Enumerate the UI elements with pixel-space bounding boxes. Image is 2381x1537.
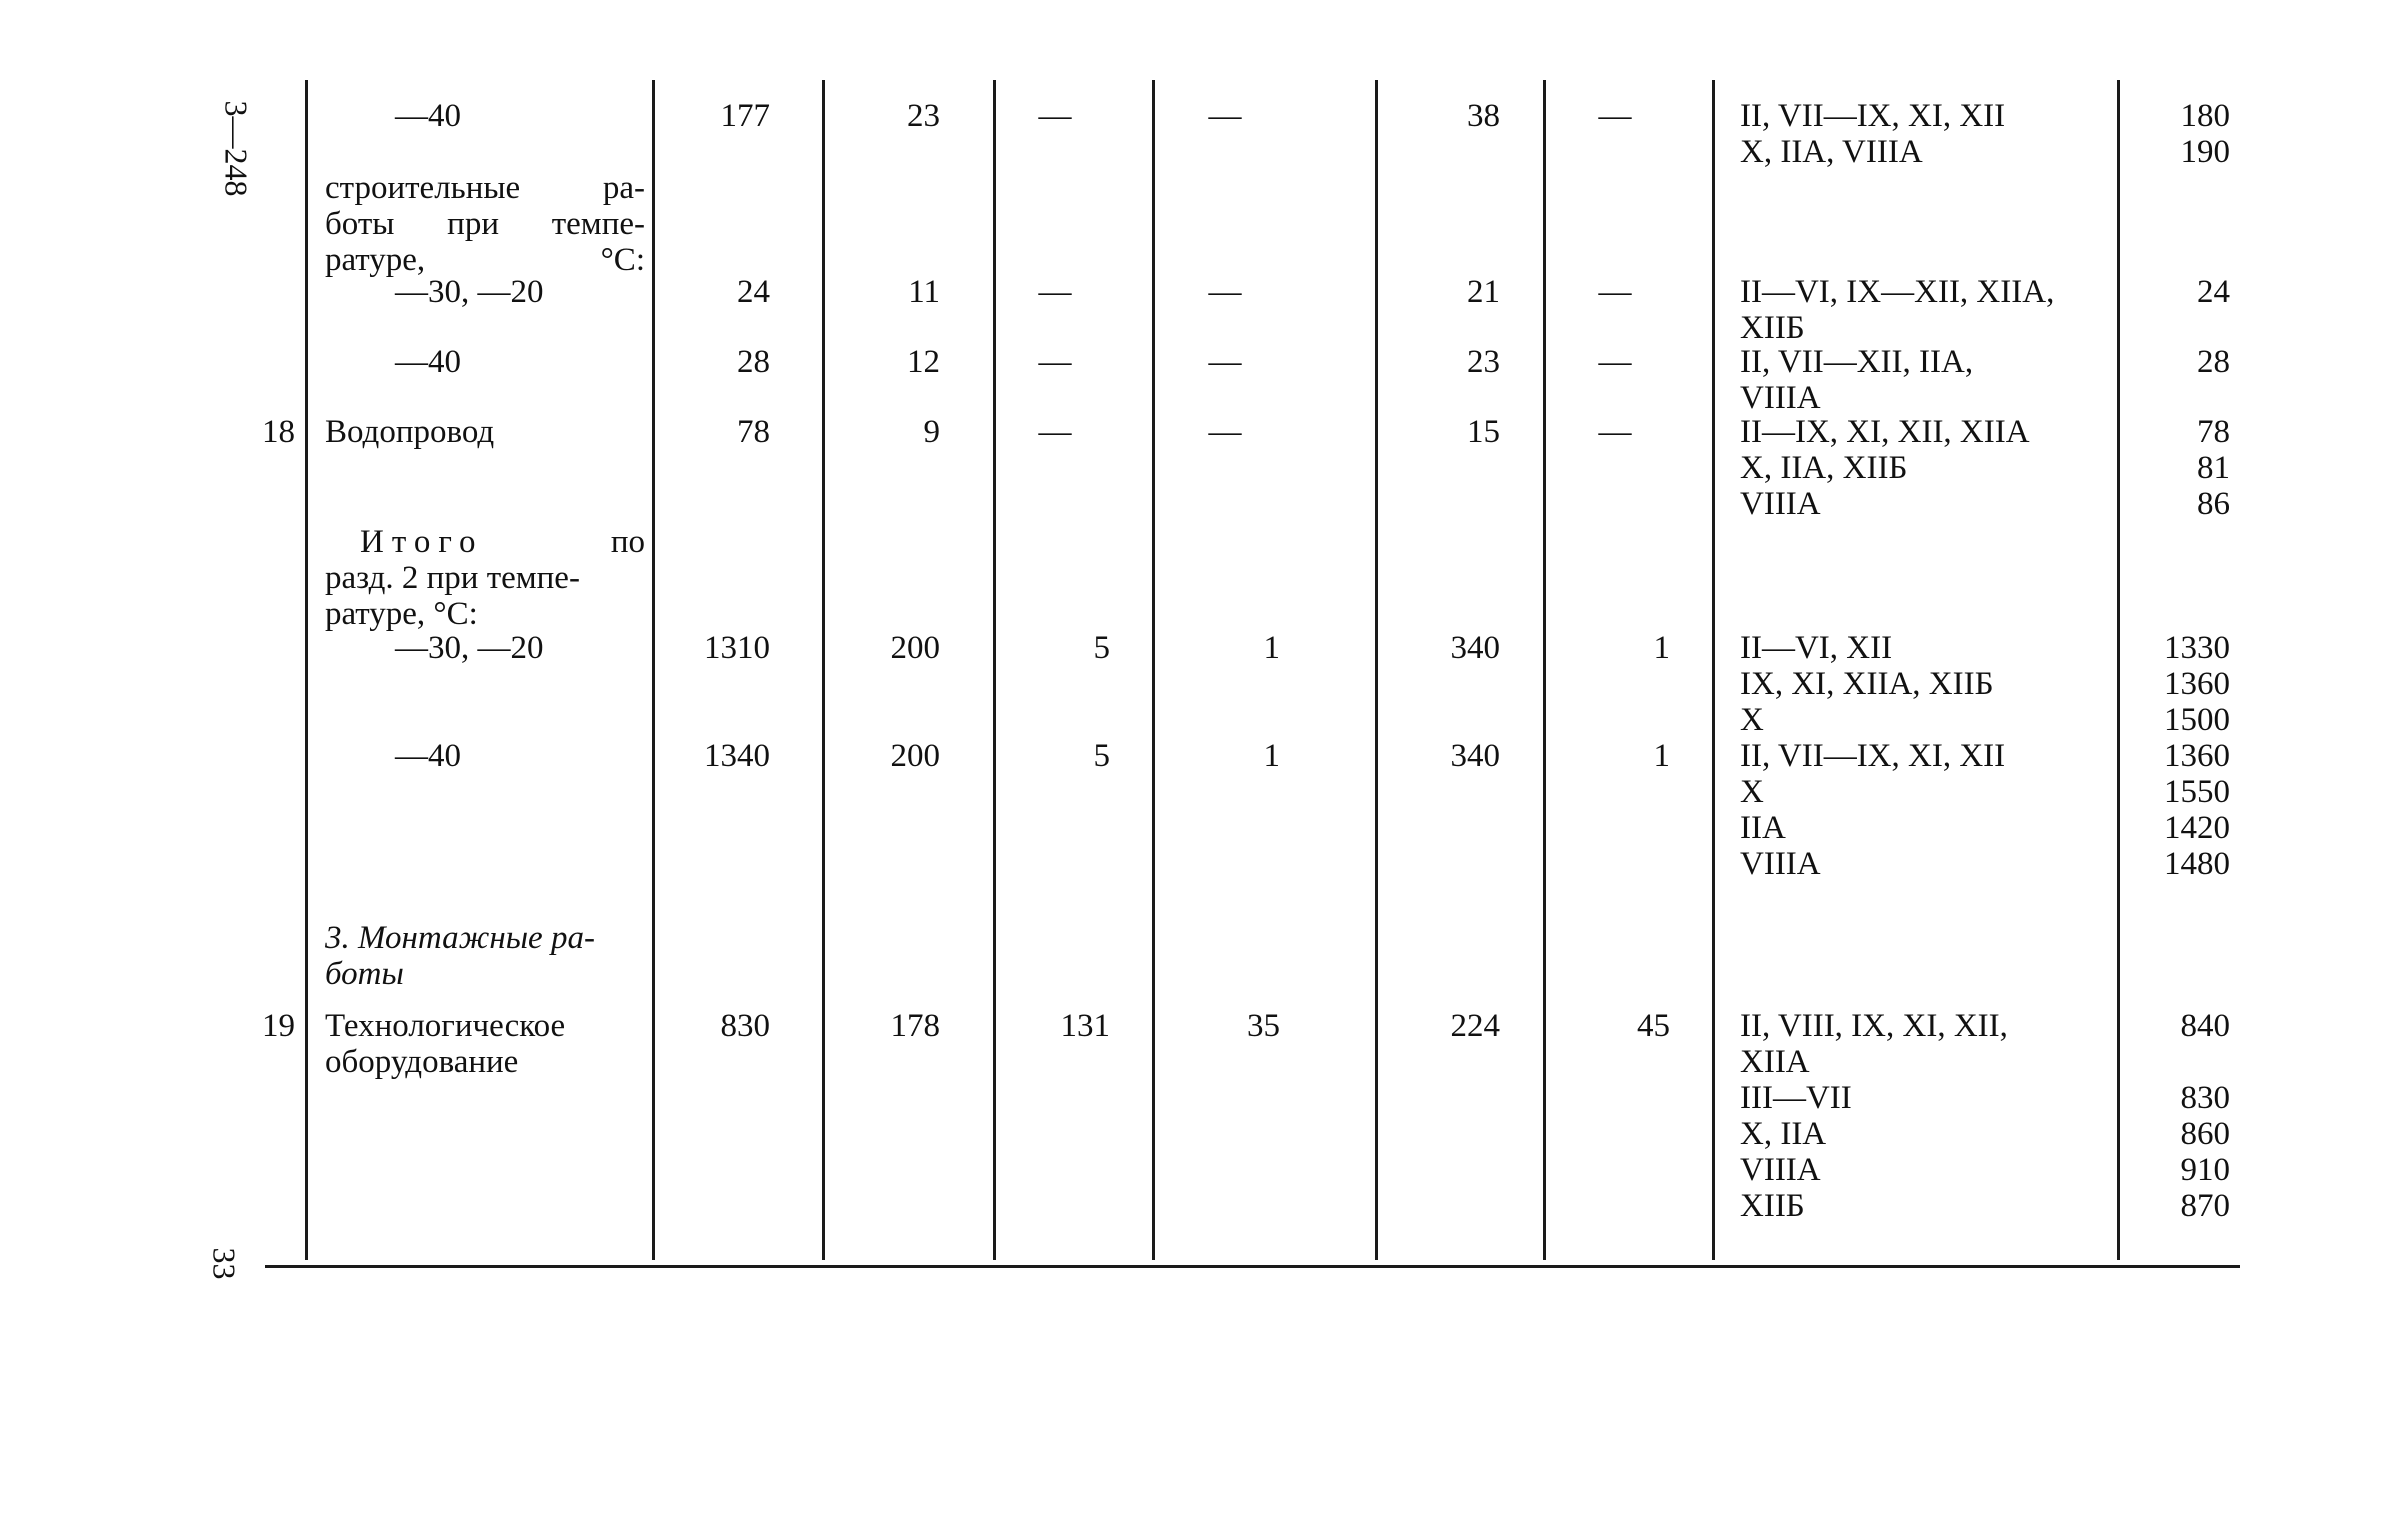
col-2-value: 11 [908,274,940,310]
col-4-value: 1 [1263,738,1280,774]
subtotal-label: Итого [360,524,484,560]
regions-list: II—IX, XI, XII, XIIA X, IIA, XIIБ VIIIA [1740,414,2030,522]
col-5-value: 224 [1450,1008,1500,1044]
col-2-value: 12 [907,344,940,380]
page-number: 33 [206,1247,243,1280]
column-rule [2117,80,2120,1260]
col-4-value: 35 [1247,1008,1280,1044]
col-5-value: 21 [1467,274,1500,310]
col-4-value: — [1208,414,1242,450]
margin-code: 3—248 [218,100,255,197]
col-1-value: 830 [720,1008,770,1044]
col-3-value: 5 [1093,630,1110,666]
col-3-value: 131 [1060,1008,1110,1044]
col-1-value: 1310 [704,630,770,666]
column-rule [1712,80,1715,1260]
regions-list: II, VII—XII, IIA, VIIIA [1740,344,1974,416]
values-list: 24 [2197,274,2230,310]
row-name: —30, —20 [395,630,544,666]
col-5-value: 15 [1467,414,1500,450]
table-bottom-rule [265,1265,2240,1268]
col-6-value: — [1598,344,1632,380]
row-name: —30, —20 [395,274,544,310]
values-list: 78 81 86 [2197,414,2230,522]
row-name: Водопровод [325,414,495,450]
col-2-value: 200 [890,738,940,774]
col-1-value: 78 [737,414,770,450]
values-list: 1330 1360 1500 [2164,630,2230,738]
values-list: 180 190 [2180,98,2230,170]
column-rule [1543,80,1546,1260]
col-5-value: 38 [1467,98,1500,134]
row-name: Технологическое оборудование [325,1008,566,1080]
col-5-value: 340 [1450,630,1500,666]
col-3-value: — [1038,274,1072,310]
col-3-value: 5 [1093,738,1110,774]
col-6-value: — [1598,98,1632,134]
row-name: строительные ра- боты при темпе- ратуре, °С: [325,170,645,278]
row-name: —40 [395,98,461,134]
col-1-value: 1340 [704,738,770,774]
row-number: 19 [262,1008,295,1044]
values-list: 840 830 860 910 870 [2180,1008,2230,1224]
column-rule [1152,80,1155,1260]
col-3-value: — [1038,98,1072,134]
subtotal-label-tail: по [610,524,645,560]
column-rule [822,80,825,1260]
column-rule [652,80,655,1260]
col-6-value: — [1598,414,1632,450]
col-1-value: 28 [737,344,770,380]
values-list: 1360 1550 1420 1480 [2164,738,2230,882]
row-name: —40 [395,344,461,380]
col-4-value: — [1208,344,1242,380]
col-6-value: 45 [1637,1008,1670,1044]
col-4-value: 1 [1263,630,1280,666]
section-heading: 3. Монтажные ра- боты [325,920,595,992]
col-4-value: — [1208,274,1242,310]
column-rule [1375,80,1378,1260]
regions-list: II, VII—IX, XI, XII X, IIA, VIIIA [1740,98,2006,170]
col-3-value: — [1038,414,1072,450]
values-list: 28 [2197,344,2230,380]
col-6-value: 1 [1653,738,1670,774]
regions-list: II—VI, IX—XII, XIIA, XIIБ [1740,274,2055,346]
col-2-value: 200 [890,630,940,666]
col-2-value: 9 [923,414,940,450]
regions-list: II, VII—IX, XI, XII X IIA VIIIA [1740,738,2006,882]
col-6-value: — [1598,274,1632,310]
regions-list: II, VIII, IX, XI, XII, XIIA III—VII X, IIA VIIIA XIIБ [1740,1008,2008,1224]
col-4-value: — [1208,98,1242,134]
column-rule [305,80,308,1260]
row-name: —40 [395,738,461,774]
col-2-value: 178 [890,1008,940,1044]
col-6-value: 1 [1653,630,1670,666]
col-2-value: 23 [907,98,940,134]
subtotal-heading [325,524,645,560]
row-number: 18 [262,414,295,450]
col-1-value: 24 [737,274,770,310]
col-3-value: — [1038,344,1072,380]
col-1-value: 177 [720,98,770,134]
col-5-value: 340 [1450,738,1500,774]
regions-list: II—VI, XII IX, XI, XIIA, XIIБ X [1740,630,1994,738]
row-name: разд. 2 при темпе- ратуре, °С: [325,560,580,632]
col-5-value: 23 [1467,344,1500,380]
column-rule [993,80,996,1260]
